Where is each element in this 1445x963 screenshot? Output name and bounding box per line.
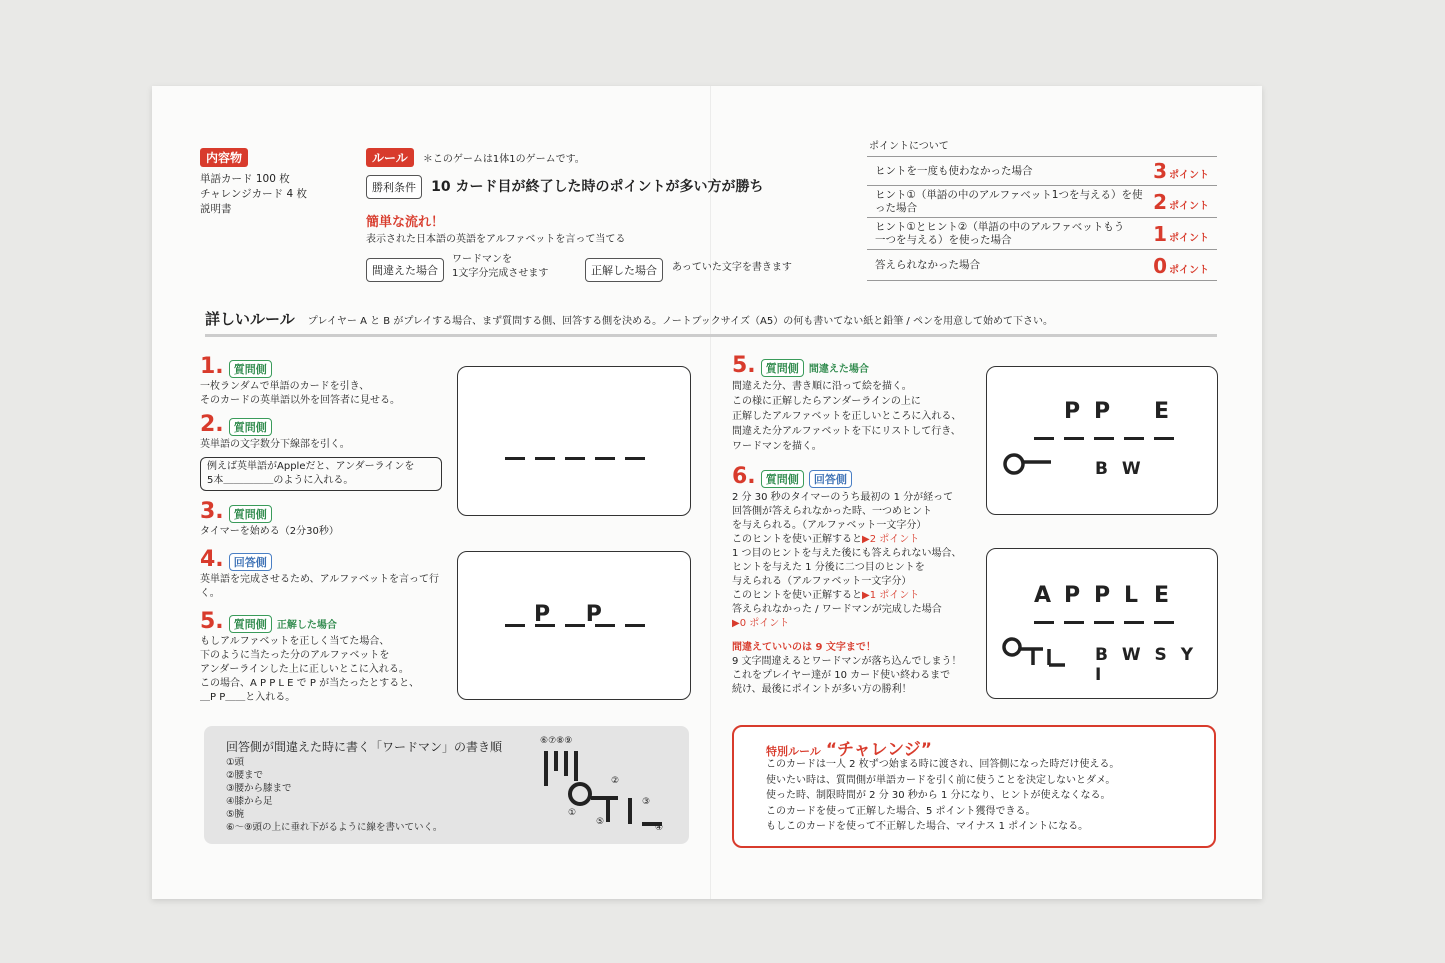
wordman-num: ④ [655, 823, 664, 833]
wrong-case-line: 1文字分完成させます [452, 268, 549, 279]
win-condition-text: 10 カード目が終了した時のポイントが多い方が勝ち [431, 179, 764, 195]
underline [1064, 621, 1084, 624]
step-number: 3. [200, 499, 224, 524]
wordman-num: ⑤ [596, 817, 605, 827]
wrong-case-text [452, 253, 548, 281]
challenge-lines [766, 757, 1119, 835]
points-label: 答えられなかった場合 [875, 259, 980, 271]
points-number: 3 [1153, 159, 1167, 183]
underline [1034, 437, 1054, 440]
asker-tag: 質問側 [229, 360, 272, 378]
wordman-num: ② [611, 776, 620, 786]
step-text: 2 分 30 秒のタイマーのうち最初の 1 分が経って [732, 492, 954, 503]
step-text: を与えられる。（アルファベット一文字分） [732, 520, 927, 531]
flow-title: 簡単な流れ！ [366, 215, 445, 230]
wordman-step: ③腰から膝まで [226, 783, 292, 794]
step-text: 与えられる（アルファベット一文字分） [732, 576, 912, 587]
step-text: タイマーを始める（2分30秒） [200, 526, 339, 537]
wrong-case-tag: 間違えた場合 [366, 258, 444, 282]
step-text: 1 つ目のヒントを与えた後にも答えられない場合、 [732, 548, 962, 559]
points-unit: ポイント [1169, 170, 1209, 181]
detail-title: 詳しいルール [205, 310, 295, 328]
step-number: 1. [200, 354, 224, 379]
wrong-case-label: 間違えた場合 [808, 364, 869, 375]
challenge-line: このカードは一人 2 枚ずつ始まる時に渡され、回答側になった時だけ使える。 [766, 759, 1120, 770]
points-label: ヒントを一度も使わなかった場合 [875, 165, 1033, 177]
challenge-line: 使った時、制限時間が 2 分 30 秒から 1 分になり、ヒントが使えなくなる。 [766, 790, 1111, 801]
step-text: 一枚ランダムで単語のカードを引き、 [200, 381, 370, 392]
points-label: ヒント①（単語の中のアルファベット1つを与える）を使った場合 [875, 189, 1143, 214]
answerer-tag: 回答側 [809, 470, 852, 488]
underline [1124, 437, 1144, 440]
points-value [1153, 222, 1209, 246]
step-number: 4. [200, 547, 224, 572]
detail-header [205, 308, 1217, 337]
points-number: 2 [1153, 190, 1167, 214]
challenge-box [732, 725, 1216, 848]
step-text: もしアルファベットを正しく当てた場合、 [200, 636, 390, 647]
detail-text: プレイヤー A と B がプレイする場合、まず質問する側、回答する側を決める。ノートブックサイズ（A5）の何も書いてない紙と鉛筆 / ペンを用意して始めて下さい。 [307, 316, 1053, 327]
wordman-box [204, 726, 689, 844]
wordman-step: ④膝から足 [226, 796, 273, 807]
challenge-line: もしこのカードを使って不正解した場合、マイナス 1 ポイントになる。 [766, 821, 1089, 832]
underline [595, 457, 615, 460]
asker-tag: 質問側 [229, 615, 272, 633]
wordman-steps [226, 756, 442, 834]
asker-tag: 質問側 [761, 470, 804, 488]
wordman-head-drawing [1001, 451, 1061, 481]
example-panel-correct [457, 551, 691, 700]
flow-text: 表示された日本語の英語をアルファベットを言って当てる [366, 234, 626, 245]
step-text [732, 589, 982, 603]
step-text: 間違えた分、書き順に沿って絵を描く。 [732, 381, 912, 392]
step-number: 2. [200, 412, 224, 437]
limit-text: これをプレイヤー達が 10 カード使い終わるまで [732, 670, 951, 681]
points-number: 0 [1153, 254, 1167, 278]
step-text-part: このヒントを使い正解すると [732, 590, 862, 601]
win-condition-tag: 勝利条件 [366, 175, 422, 199]
points-unit: ポイント [1169, 201, 1209, 212]
points-award: ▶1 ポイント [862, 590, 920, 601]
underline-row [1029, 425, 1179, 444]
example-panel-complete [986, 548, 1218, 699]
step-text: 英単語を完成させるため、アルファベットを言って行く。 [200, 574, 439, 599]
wordman-step: ⑥〜⑨頭の上に垂れ下がるように線を書いていく。 [226, 822, 443, 833]
underline [1124, 621, 1144, 624]
challenge-line: 使いたい時は、質問側が単語カードを引く前に使うことを決定しないとダメ。 [766, 774, 1116, 786]
example-line: 例えば英単語がAppleだと、アンダーラインを [207, 461, 415, 472]
guessed-letter: P [1064, 399, 1085, 424]
step-text [732, 533, 982, 547]
underline [505, 624, 525, 627]
points-unit: ポイント [1169, 265, 1209, 276]
right-case-tag: 正解した場合 [585, 258, 663, 282]
example-panel-underlines [457, 366, 691, 516]
asker-tag: 質問側 [229, 418, 272, 436]
underline [1154, 437, 1174, 440]
wordman-num: ③ [642, 797, 651, 807]
wordman-step: ②腰まで [226, 770, 264, 781]
guessed-letter: L [1124, 583, 1143, 608]
points-number: 1 [1153, 222, 1167, 246]
wordman-num: ① [568, 808, 577, 818]
step-number: 6. [732, 464, 756, 489]
step-text: 答えられなかった / ワードマンが完成した場合 [732, 604, 942, 615]
wrong-case-line: ワードマンを [452, 254, 512, 265]
contents-item: 説明書 [200, 203, 232, 215]
step-text: 間違えた分アルファベットを下にリストして行き、 [732, 426, 961, 437]
limit-text: 9 文字間違えるとワードマンが落ち込んでしまう！ [732, 656, 962, 667]
asker-tag: 質問側 [761, 359, 804, 377]
underline [1154, 621, 1174, 624]
step-text: 英単語の文字数分下線部を引く。 [200, 439, 350, 450]
step-text: 下のように当たった分のアルファベットを [200, 650, 390, 661]
underline [505, 457, 525, 460]
wordman-step: ①頭 [226, 757, 245, 768]
contents-item: 単語カード 100 枚 [200, 173, 290, 185]
underline-row [500, 445, 650, 464]
underline-row [1029, 609, 1179, 628]
underline [1034, 621, 1054, 624]
answerer-tag: 回答側 [229, 553, 272, 571]
rules-section [366, 147, 846, 287]
example-box [200, 457, 442, 491]
limit-text: 続け、最後にポイントが多い方の勝利！ [732, 684, 912, 695]
wordman-body-drawing [1001, 637, 1071, 667]
guessed-letter: E [1154, 399, 1174, 424]
wrong-letters: B W [1095, 459, 1145, 479]
points-award: ▶2 ポイント [862, 534, 920, 545]
underline [1064, 437, 1084, 440]
points-title: ポイントについて [869, 141, 949, 152]
guessed-letter: P [1064, 583, 1085, 608]
underline [625, 457, 645, 460]
step-number: 5. [200, 609, 224, 634]
step-text: ワードマンを描く。 [732, 441, 822, 452]
step-text: 正解したアルファベットを正しいところに入れる、 [732, 411, 962, 422]
wordman-title: 回答側が間違えた時に書く「ワードマン」の書き順 [226, 740, 503, 754]
challenge-prefix: 特別ルール [766, 745, 821, 758]
guessed-letter: A [1034, 583, 1056, 608]
correct-letters: P P [534, 602, 616, 627]
example-line: 5本＿＿＿＿＿のように入れる。 [207, 475, 354, 486]
points-row [867, 218, 1217, 250]
points-label: ヒント①とヒント②（単語の中のアルファベットもう一つを与える）を使った場合 [875, 221, 1125, 246]
example-panel-wrong [986, 366, 1218, 515]
guessed-letter: P [1094, 583, 1115, 608]
rules-note: ＊このゲームは1体1のゲームです。 [422, 154, 585, 165]
points-value [1153, 159, 1209, 183]
points-row [867, 186, 1217, 218]
challenge-line: このカードを使って正解した場合、5 ポイント獲得できる。 [766, 805, 1036, 817]
wrong-letters: B W S Y I [1095, 645, 1198, 685]
contents-tag: 内容物 [200, 148, 248, 167]
underline [535, 457, 555, 460]
step-text: ＿P P＿＿と入れる。 [200, 692, 296, 703]
step-number: 5. [732, 353, 756, 378]
wordman-num-top: ⑥⑦⑧⑨ [540, 736, 573, 746]
guessed-letter: E [1154, 583, 1174, 608]
points-value [1153, 190, 1209, 214]
contents-section [200, 147, 307, 217]
points-award: ▶0 ポイント [732, 618, 790, 629]
correct-case-label: 正解した場合 [276, 620, 337, 631]
underline [625, 624, 645, 627]
step-text: この様に正解したらアンダーラインの上に [732, 396, 921, 407]
points-row [867, 250, 1217, 281]
points-value [1153, 254, 1209, 278]
asker-tag: 質問側 [229, 505, 272, 523]
contents-item: チャレンジカード 4 枚 [200, 188, 308, 200]
guessed-letter: P [1094, 399, 1115, 424]
rules-tag: ルール [366, 148, 414, 167]
points-row [867, 157, 1217, 186]
right-case-text: あっていた文字を書きます [672, 262, 792, 273]
step-text: アンダーラインした上に正しいとこに入れる。 [200, 664, 409, 675]
underline [1094, 621, 1114, 624]
underline [565, 457, 585, 460]
limit-title: 間違えていいのは 9 文字まで！ [732, 642, 876, 653]
challenge-title: “チャレンジ” [825, 740, 932, 760]
step-text: ヒントを与えた 1 分後に二つ目のヒントを [732, 562, 925, 573]
step-text: そのカードの英単語以外を回答者に見せる。 [200, 395, 400, 406]
step-text-part: このヒントを使い正解すると [732, 534, 862, 545]
steps-right [732, 355, 982, 697]
steps-left [200, 356, 450, 705]
points-unit: ポイント [1169, 233, 1209, 244]
step-text: 回答側が答えられなかった時、一つめヒント [732, 506, 932, 517]
wordman-step: ⑤腕 [226, 809, 245, 820]
underline [1094, 437, 1114, 440]
step-text: この場合、A P P L E で P が当たったとすると、 [200, 678, 420, 689]
